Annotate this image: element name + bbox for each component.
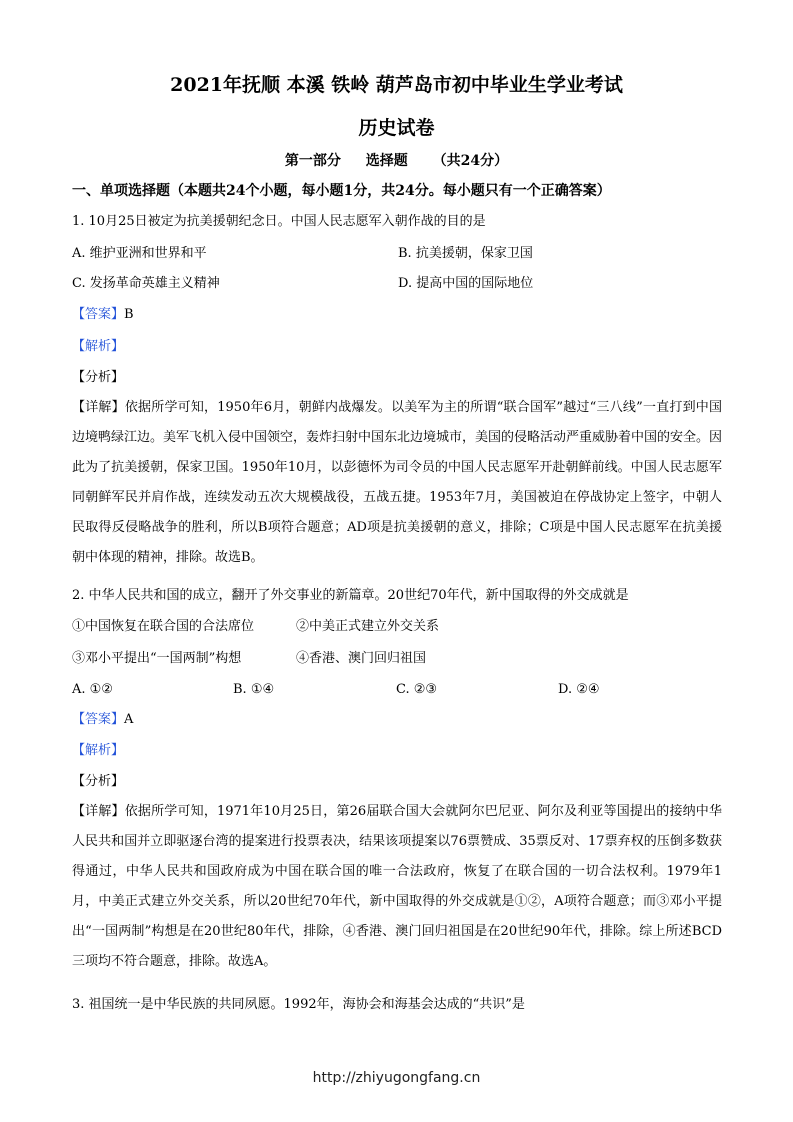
part-type: 选择题 <box>365 153 408 169</box>
q2-stem: 2. 中华人民共和国的成立，翻开了外交事业的新篇章。20世纪70年代，新中国取得的外交成就是 <box>72 588 629 603</box>
q1-detail <box>72 393 722 573</box>
q2-item-1: ①中国恢复在联合国的合法席位 <box>72 619 255 634</box>
q1-stem: 1. 10月25日被定为抗美援朝纪念日。中国人民志愿军入朝作战的目的是 <box>72 214 486 229</box>
footer-url: http://zhiyugongfang.cn <box>312 1070 481 1086</box>
q2-detail <box>72 797 722 977</box>
exam-title: 2021年抚顺 本溪 铁岭 葫芦岛市初中毕业生学业考试 <box>170 74 623 96</box>
q1-option-a: A. 维护亚洲和世界和平 <box>72 246 207 261</box>
detail-text: 依据所学可知，1950年6月，朝鲜内战爆发。以美军为主的所谓“联合国军”越过“三八线”一直打到中国边境鸭绿江边。美军飞机入侵中国领空，轰炸扫射中国东北边境城市，美国的侵略活动严重威胁着中国的安全。因此为了抗美援朝，保家卫国。1950年10月，以彭德怀为司令员的中国人民志愿军开赴朝鲜前线。中国人民志愿军同朝鲜军民并肩作战，连续发动五次大规模战役，五战五捷。1953年7月，美国被迫在停战协定上签字，中朝人民取得反侵略战争的胜利，所以B项符合题意；AD项是抗美援朝的意义，排除；C项是中国人民志愿军在抗美援朝中体现的精神，排除。故选B。 <box>72 400 723 565</box>
detail-tag: 【详解】 <box>72 804 125 819</box>
q2-option-a: A. ①② <box>72 682 113 697</box>
q1-option-d: D. 提高中国的国际地位 <box>398 276 534 291</box>
part-score: （共24分） <box>432 153 509 169</box>
q1-fenxi-tag: 【分析】 <box>72 370 125 385</box>
q2-item-3: ③邓小平提出“一国两制”构想 <box>72 651 242 666</box>
q2-option-b: B. ①④ <box>233 682 275 697</box>
section-heading: 一、单项选择题（本题共24个小题，每小题1分，共24分。每小题只有一个正确答案） <box>72 183 611 199</box>
subject-title: 历史试卷 <box>358 117 435 139</box>
q2-item-4: ④香港、澳门回归祖国 <box>296 651 427 666</box>
q2-option-d: D. ②④ <box>558 682 600 697</box>
part-heading <box>0 150 793 170</box>
q2-answer <box>72 710 133 730</box>
q1-answer <box>72 305 134 325</box>
q3-stem: 3. 祖国统一是中华民族的共同夙愿。1992年，海协会和海基会达成的“共识”是 <box>72 997 525 1012</box>
answer-tag: 【答案】 <box>72 712 125 727</box>
part-name: 第一部分 <box>284 153 341 169</box>
answer-value: B <box>124 307 134 322</box>
detail-tag: 【详解】 <box>72 400 125 415</box>
answer-tag: 【答案】 <box>72 307 125 322</box>
answer-value: A <box>124 712 134 727</box>
q2-item-2: ②中美正式建立外交关系 <box>296 619 440 634</box>
q1-option-b: B. 抗美援朝，保家卫国 <box>398 246 533 261</box>
q2-option-c: C. ②③ <box>396 682 438 697</box>
q1-jiexi-tag: 【解析】 <box>72 339 125 354</box>
q2-jiexi-tag: 【解析】 <box>72 743 125 758</box>
q1-option-c: C. 发扬革命英雄主义精神 <box>72 276 220 291</box>
q2-fenxi-tag: 【分析】 <box>72 774 125 789</box>
detail-text: 依据所学可知，1971年10月25日，第26届联合国大会就阿尔巴尼亚、阿尔及利亚等国提出的接纳中华人民共和国并立即驱逐台湾的提案进行投票表决，结果该项提案以76票赞成、35票反对、17票弃权的压倒多数获得通过，中华人民共和国政府成为中国在联合国的唯一合法政府，恢复了在联合国的一切合法权利。1979年1月，中美正式建立外交关系，所以20世纪70年代，新中国取得的外交成就是①②，A项符合题意；而③邓小平提出“一国两制”构想是在20世纪80年代，排除，④香港、澳门回归祖国是在20世纪90年代，排除。综上所述BCD三项均不符合题意，排除。故选A。 <box>72 804 722 969</box>
